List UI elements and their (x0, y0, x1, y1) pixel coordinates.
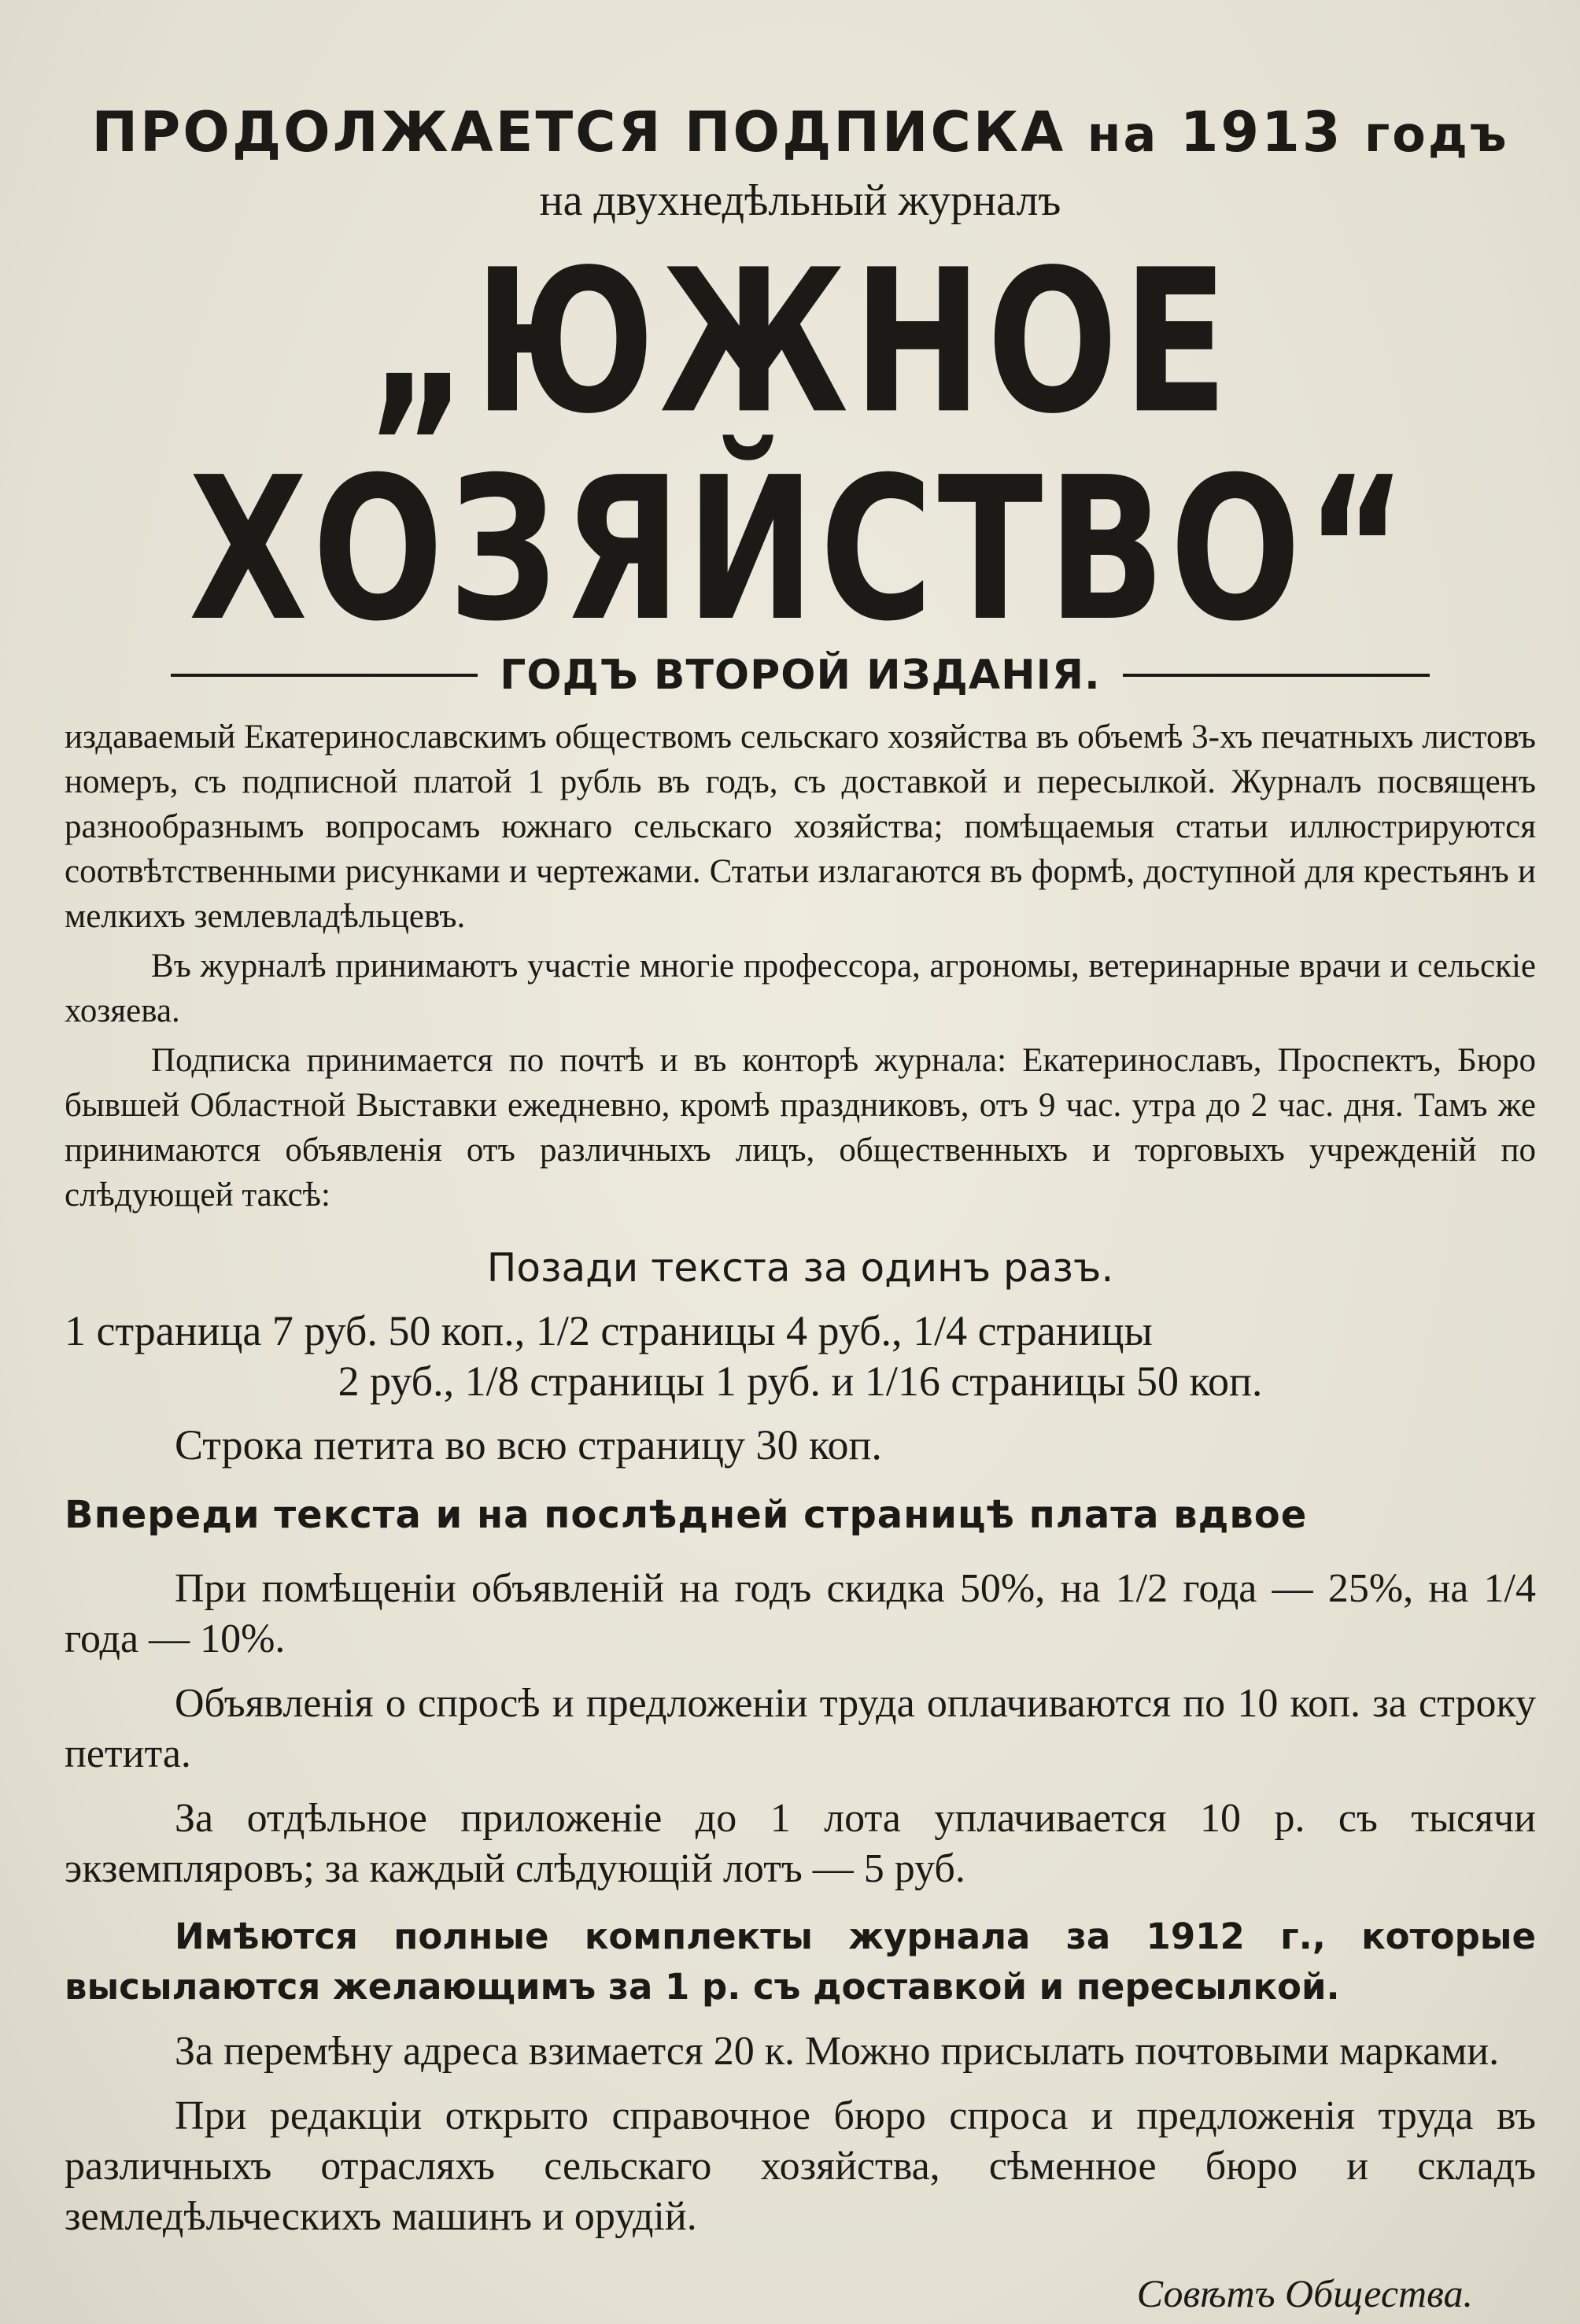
year-label: ГОДЪ ВТОРОЙ ИЗДАНІЯ. (500, 652, 1101, 700)
rates-line-1-c: страницы (967, 1307, 1153, 1355)
headline-year: 1913 (1179, 100, 1343, 164)
subscription-paragraph: Подписка принимается по почтѣ и въ конторѣ журнала: Екатеринославъ, Проспектъ, Бюро бывшей Областной Выставки ежедневно, кромѣ праздниковъ, отъ 9 час. утра до 2 час. дня. Тамъ же принимаются объявленія отъ различныхъ лицъ, общественныхъ и торговыхъ учрежденій по слѣдующей таксѣ: (65, 1042, 1536, 1214)
headline-god: годъ (1364, 105, 1509, 163)
rule-right (1123, 674, 1430, 677)
rates-line-1-b: страницы 4 руб., (589, 1307, 914, 1355)
bureau-note: При редакціи открыто справочное бюро спроса и предложенія труда въ различныхъ отрасляхъ сельскаго хозяйства, сѣменное бюро и складъ земледѣльческихъ машинъ и орудій. (65, 2093, 1536, 2240)
headline (65, 102, 1536, 163)
rule-left (171, 674, 478, 677)
journal-title: „ЮЖНОЕ ХОЗЯЙСТВО“ (188, 227, 1412, 665)
headline-main: ПРОДОЛЖАЕТСЯ ПОДПИСКА (91, 100, 1066, 164)
rates-line-2-b: страницы 1 руб. и (519, 1358, 865, 1406)
rates-line-1 (65, 1306, 1536, 1356)
rates-line-2-c: страницы 50 коп. (940, 1358, 1263, 1406)
fraction-quarter: 1/4 (913, 1307, 968, 1355)
fraction-sixteenth: 1/16 (864, 1358, 940, 1406)
intro-paragraph: издаваемый Екатеринославскимъ обществомъ сельскаго хозяйства въ объемѣ 3-хъ печатныхъ листовъ номеръ, съ подписной платой 1 рубль въ годъ, съ доставкой и пересылкой. Журналъ посвященъ разнообразнымъ вопросамъ южнаго сельскаго хозяйства; помѣщаемыя статьи иллюстрируются соотвѣтственными рисунками и чертежами. Статьи излагаются въ формѣ, доступной для крестьянъ и мелкихъ землевладѣльцевъ. (65, 719, 1536, 936)
rates-block (65, 1306, 1536, 1406)
signature: Совѣтъ Общества. (1136, 2271, 1473, 2316)
rates-heading: Позади текста за одинъ разъ. (486, 1245, 1114, 1291)
petit-line: Строка петита во всю страницу 30 коп. (175, 1421, 882, 1469)
complete-sets-note: Имѣются полные комплекты журнала за 1912 г., которые высылаются желающимъ за 1 р. съ доставкой и пересылкой. (65, 1916, 1536, 2008)
participants-paragraph: Въ журналѣ принимаютъ участіе многіе профессора, агрономы, ветеринарные врачи и сельскіе хозяева. (65, 948, 1536, 1030)
supplement-note: За отдѣльное приложеніе до 1 лота уплачивается 10 р. съ тысячи экземпляровъ; за каждый слѣдующій лотъ — 5 руб. (65, 1796, 1536, 1892)
page-content (65, 102, 1536, 2316)
rates-line-2 (65, 1356, 1536, 1406)
fraction-eighth: 1/8 (464, 1358, 519, 1406)
discount-note: При помѣщеніи объявленій на годъ скидка 50%, на 1/2 года — 25%, на 1/4 года — 10%. (65, 1566, 1536, 1662)
rates-line-2-a: 2 руб., (338, 1358, 465, 1406)
fraction-half: 1/2 (535, 1307, 590, 1355)
labor-note: Объявленія о спросѣ и предложеніи труда оплачиваются по 10 коп. за строку петита. (65, 1681, 1536, 1777)
address-change-note: За перемѣну адреса взимается 20 к. Можно присылать почтовыми марками. (175, 2029, 1500, 2075)
rates-line-1-a: 1 страница 7 руб. 50 коп., (65, 1307, 536, 1355)
headline-na: на (1087, 105, 1159, 163)
front-heading: Впереди текста и на послѣдней страницѣ плата вдвое (65, 1493, 1308, 1538)
subhead: на двухнедѣльный журналъ (539, 176, 1061, 225)
